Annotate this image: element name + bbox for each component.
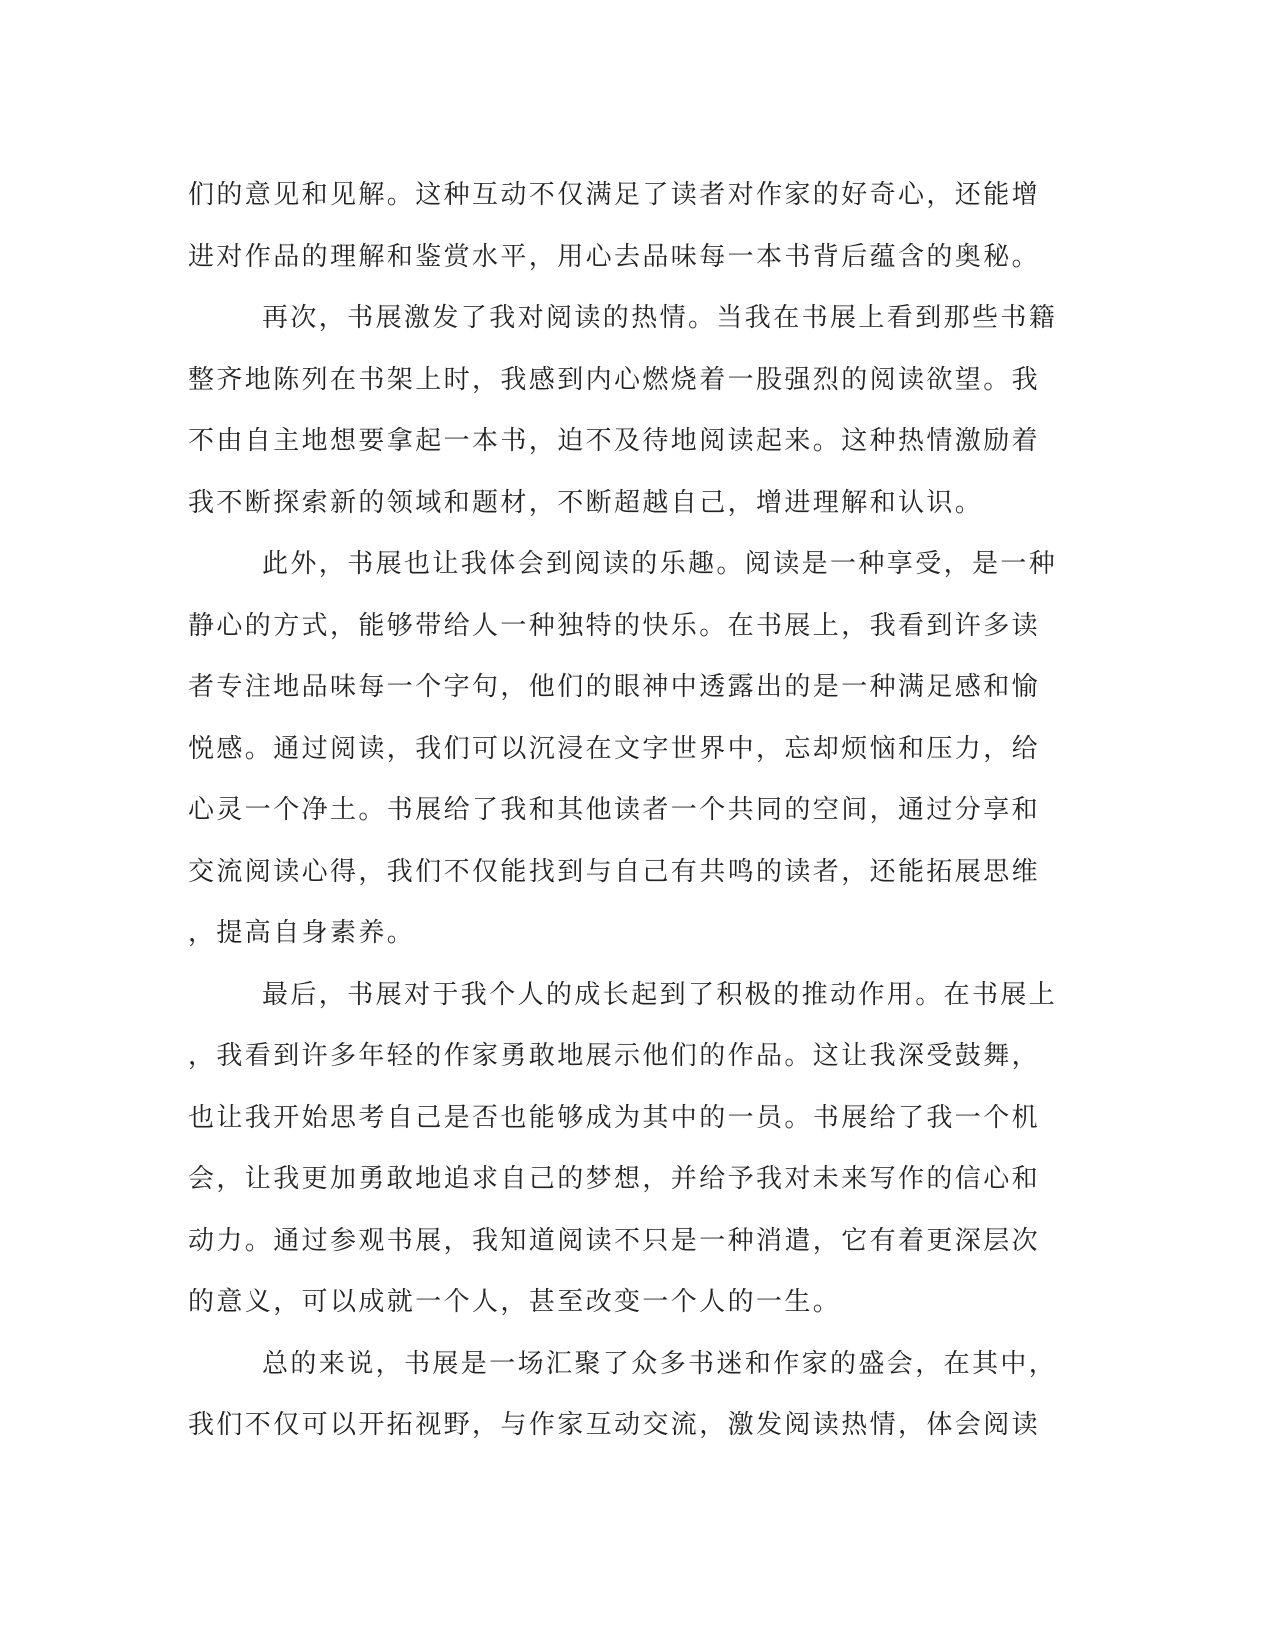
text-line: 再次，书展激发了我对阅读的热情。当我在书展上看到那些书籍 [262,303,1058,333]
text-line: 悦感。通过阅读，我们可以沉浸在文字世界中，忘却烦恼和压力，给 [188,733,1041,764]
text-line: 此外，书展也让我体会到阅读的乐趣。阅读是一种享受，是一种 [262,549,1058,579]
text-line: 进对作品的理解和鉴赏水平，用心去品味每一本书背后蕴含的奥秘。 [188,241,1041,272]
text-line: 总的来说，书展是一场汇聚了众多书迷和作家的盛会，在其中， [262,1348,1058,1379]
text-line: 静心的方式，能够带给人一种独特的快乐。在书展上，我看到许多读 [188,610,1041,641]
text-line: 整齐地陈列在书架上时，我感到内心燃烧着一股强烈的阅读欲望。我 [188,364,1041,395]
text-line: 的意义，可以成就一个人，甚至改变一个人的一生。 [188,1287,842,1317]
text-line: 们的意见和见解。这种互动不仅满足了读者对作家的好奇心，还能增 [188,180,1041,210]
text-line: 交流阅读心得，我们不仅能找到与自己有共鸣的读者，还能拓展思维 [188,856,1041,887]
text-line: 会，让我更加勇敢地追求自己的梦想，并给予我对未来写作的信心和 [188,1164,1041,1194]
text-line: 我们不仅可以开拓视野，与作家互动交流，激发阅读热情，体会阅读 [188,1410,1041,1440]
text-line: 不由自主地想要拿起一本书，迫不及待地阅读起来。这种热情激励着 [188,426,1041,456]
text-line: 我不断探索新的领域和题材，不断超越自己，增进理解和认识。 [188,487,984,518]
body-text [188,165,1068,1457]
text-line: ，提高自身素养。 [188,918,416,948]
text-line: ，我看到许多年轻的作家勇敢地展示他们的作品。这让我深受鼓舞， [188,1041,1041,1071]
text-line: 心灵一个净土。书展给了我和其他读者一个共同的空间，通过分享和 [188,795,1041,825]
text-line: 动力。通过参观书展，我知道阅读不只是一种消遣，它有着更深层次 [188,1225,1041,1256]
text-line: 最后，书展对于我个人的成长起到了积极的推动作用。在书展上 [262,979,1058,1010]
text-line: 者专注地品味每一个字句，他们的眼神中透露出的是一种满足感和愉 [188,672,1041,702]
text-line: 也让我开始思考自己是否也能够成为其中的一员。书展给了我一个机 [188,1102,1041,1133]
